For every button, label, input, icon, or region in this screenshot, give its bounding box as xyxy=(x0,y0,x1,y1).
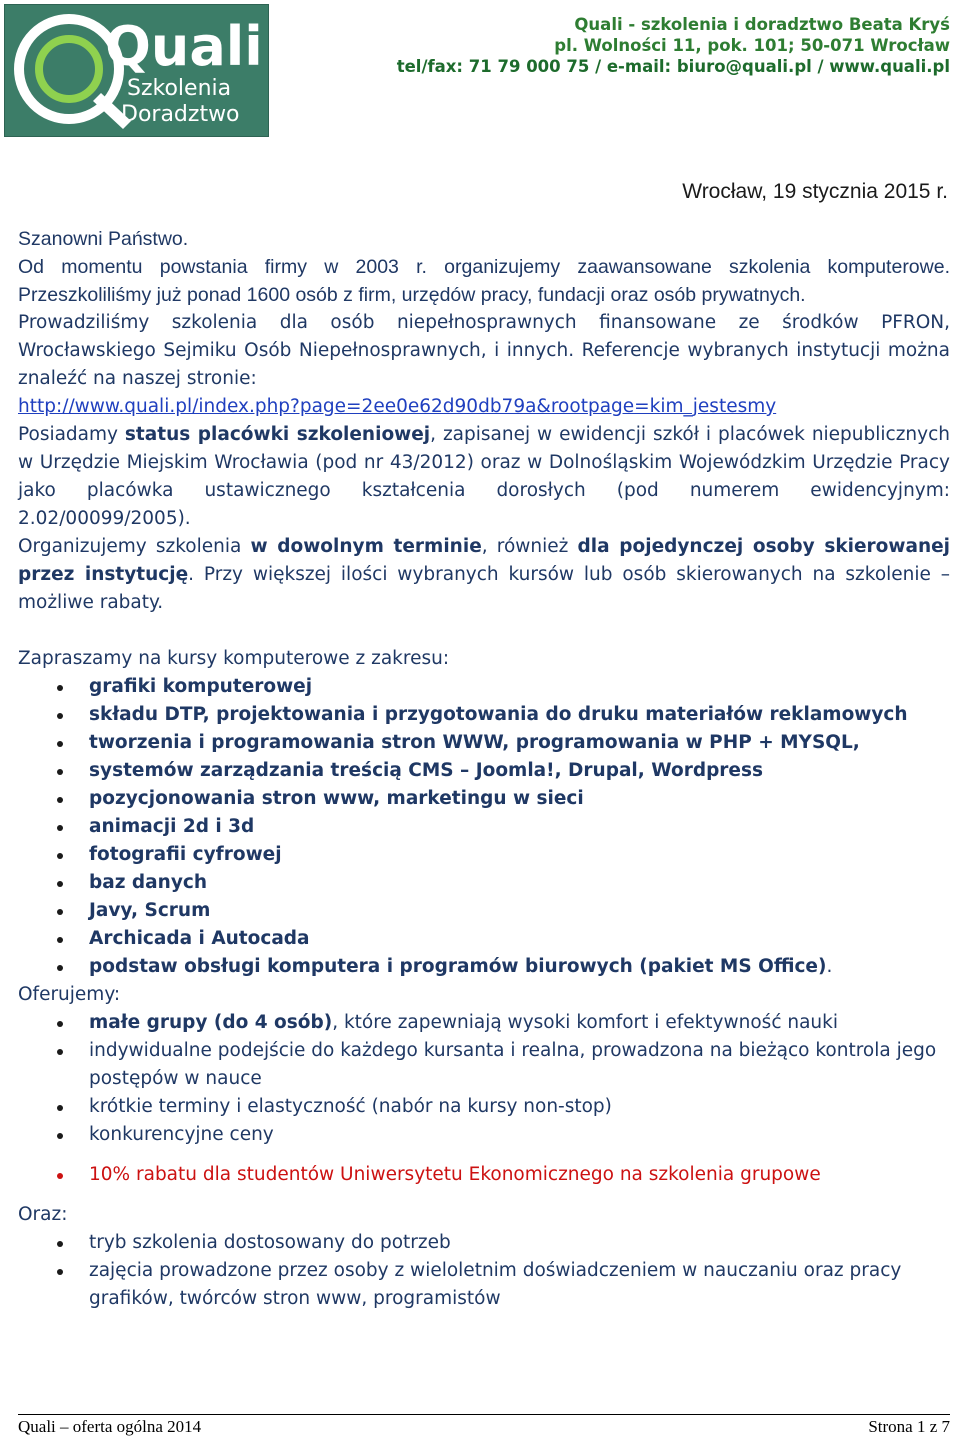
offer-list xyxy=(18,1009,950,1189)
offer-heading: Oferujemy: xyxy=(18,984,121,1005)
company-header xyxy=(397,14,950,77)
references-link[interactable]: http://www.quali.pl/index.php?page=2ee0e62d90db79a&rootpage=kim_jestesmy xyxy=(18,396,777,417)
list-item: podstaw obsługi komputera i programów biurowych (pakiet MS Office). xyxy=(18,953,950,981)
list-item: systemów zarządzania treścią CMS – Joomla!, Drupal, Wordpress xyxy=(18,757,950,785)
list-item: baz danych xyxy=(18,869,950,897)
courses-heading: Zapraszamy na kursy komputerowe z zakresu: xyxy=(18,648,450,669)
also-list xyxy=(18,1229,950,1313)
list-item: animacji 2d i 3d xyxy=(18,813,950,841)
greeting: Szanowni Państwo. xyxy=(18,228,189,250)
list-item: grafiki komputerowej xyxy=(18,673,950,701)
footer-title: Quali – oferta ogólna 2014 xyxy=(18,1417,202,1436)
promo-item: 10% rabatu dla studentów Uniwersytetu Ekonomicznego na szkolenia grupowe xyxy=(18,1161,950,1189)
page-number: Strona 1 z 7 xyxy=(868,1417,950,1436)
status-paragraph: Posiadamy status placówki szkoleniowej, zapisanej w ewidencji szkół i placówek niepublicznych w Urzędzie Miejskim Wrocławia (pod nr 43/2012) oraz w Dolnośląskim Wojewódzkim Urzędzie Pracy jako placówka ustawicznego kształcenia dorosłych (pod numerem ewidencyjnym: 2.02/00099/2005). xyxy=(18,424,951,529)
letter-date: Wrocław, 19 stycznia 2015 r. xyxy=(682,180,948,203)
list-item: zajęcia prowadzone przez osoby z wieloletnim doświadczeniem w nauczaniu oraz pracy grafików, twórców stron www, programistów xyxy=(18,1257,950,1313)
organize-paragraph: Organizujemy szkolenia w dowolnym terminie, również dla pojedynczej osoby skierowanej przez instytucję. Przy większej ilości wybranych kursów lub osób skierowanych na szkolenie – możliwe rabaty. xyxy=(18,536,951,613)
list-item: tworzenia i programowania stron WWW, programowania w PHP + MYSQL, xyxy=(18,729,950,757)
courses-list xyxy=(18,673,950,981)
list-item: indywidualne podejście do każdego kursanta i realna, prowadzona na bieżąco kontrola jego postępów w nauce xyxy=(18,1037,950,1093)
header-company-name: Quali - szkolenia i doradztwo Beata Kryś xyxy=(574,15,950,34)
logo-line2: Doradztwo xyxy=(121,102,240,127)
list-item: Archicada i Autocada xyxy=(18,925,950,953)
also-heading: Oraz: xyxy=(18,1204,68,1225)
logo-line1: Szkolenia xyxy=(127,76,232,101)
list-item: składu DTP, projektowania i przygotowania do druku materiałów reklamowych xyxy=(18,701,950,729)
list-item: pozycjonowania stron www, marketingu w sieci xyxy=(18,785,950,813)
list-item: konkurencyjne ceny xyxy=(18,1121,950,1149)
pfron-paragraph: Prowadziliśmy szkolenia dla osób niepełnosprawnych finansowane ze środków PFRON, Wrocławskiego Sejmiku Osób Niepełnosprawnych, i innych. Referencje wybranych instytucji można znaleźć na naszej stronie: xyxy=(18,312,950,389)
header-address: pl. Wolności 11, pok. 101; 50-071 Wrocław xyxy=(554,36,950,55)
company-logo xyxy=(4,4,269,137)
header-contact: tel/fax: 71 79 000 75 / e-mail: biuro@quali.pl / www.quali.pl xyxy=(396,57,950,76)
intro-paragraph: Od momentu powstania firmy w 2003 r. organizujemy zaawansowane szkolenia komputerowe. Przeszkoliliśmy już ponad 1600 osób z firm, urzędów pracy, fundacji oraz osób prywatnych. xyxy=(18,256,950,306)
list-item: małe grupy (do 4 osób), które zapewniają wysoki komfort i efektywność nauki xyxy=(18,1009,950,1037)
list-item: fotografii cyfrowej xyxy=(18,841,950,869)
letter-body xyxy=(18,225,950,1313)
logo-brand: Quali xyxy=(105,15,263,78)
page-footer xyxy=(18,1414,950,1437)
list-item: Javy, Scrum xyxy=(18,897,950,925)
list-item: tryb szkolenia dostosowany do potrzeb xyxy=(18,1229,950,1257)
list-item: krótkie terminy i elastyczność (nabór na kursy non-stop) xyxy=(18,1093,950,1121)
